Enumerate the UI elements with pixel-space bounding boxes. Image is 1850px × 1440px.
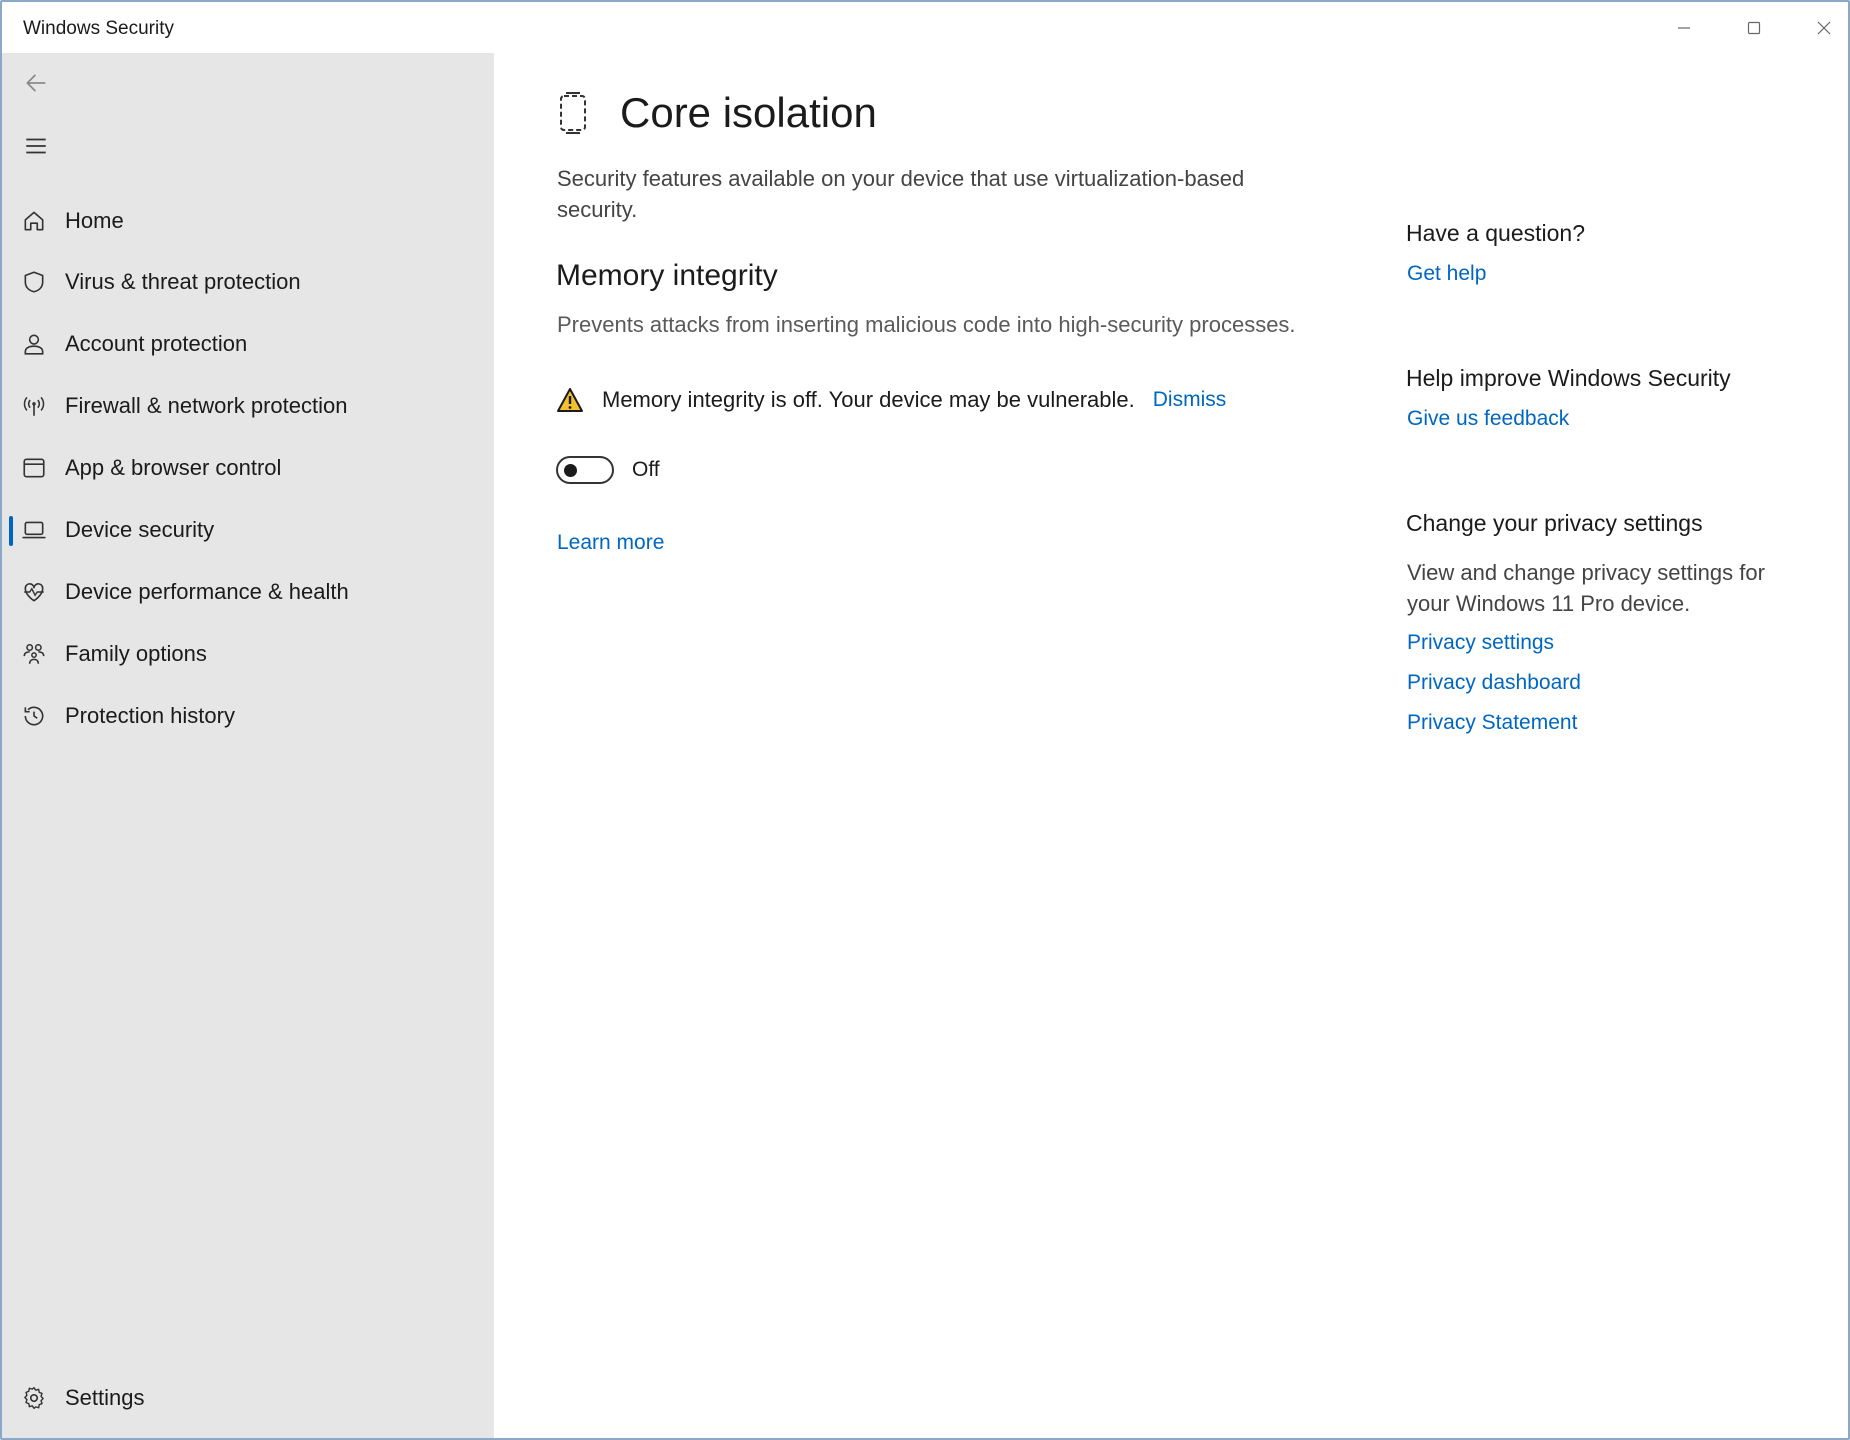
maximize-icon — [1746, 20, 1762, 36]
privacy-description: View and change privacy settings for your Windows 11 Pro device. — [1407, 560, 1765, 616]
page-header — [556, 89, 877, 137]
browser-window-icon — [21, 455, 47, 481]
sidebar-item-label: App & browser control — [65, 455, 282, 480]
core-isolation-chip-icon — [556, 91, 590, 135]
have-question-heading: Have a question? — [1406, 220, 1586, 246]
sidebar-item-label: Device performance & health — [65, 579, 349, 604]
sidebar-item-label: Settings — [65, 1385, 145, 1410]
laptop-icon — [21, 517, 47, 543]
sidebar-item-virus-threat-protection[interactable] — [2, 256, 494, 308]
sidebar-item-app-browser-control[interactable] — [2, 442, 494, 494]
give-feedback-link[interactable]: Give us feedback — [1407, 407, 1570, 430]
close-button[interactable] — [1800, 10, 1848, 46]
sidebar-item-firewall-network-protection[interactable] — [2, 380, 494, 432]
sidebar-item-device-security[interactable] — [2, 504, 494, 556]
warning-text: Memory integrity is off. Your device may be vulnerable. — [602, 387, 1135, 412]
memory-integrity-heading: Memory integrity — [556, 259, 778, 292]
memory-integrity-description: Prevents attacks from inserting malicious code into high-security processes. — [557, 312, 1296, 337]
privacy-statement-link[interactable]: Privacy Statement — [1407, 711, 1578, 734]
hamburger-icon — [23, 133, 49, 159]
sidebar-item-device-performance-health[interactable] — [2, 566, 494, 618]
hamburger-menu-button[interactable] — [16, 126, 56, 166]
sidebar-item-family-options[interactable] — [2, 628, 494, 680]
toggle-knob — [564, 464, 577, 477]
active-indicator — [9, 516, 13, 546]
close-icon — [1816, 20, 1832, 36]
help-improve-heading: Help improve Windows Security — [1406, 365, 1731, 391]
sidebar-item-label: Family options — [65, 641, 207, 666]
main-content — [494, 53, 1848, 1438]
page-title: Core isolation — [620, 89, 877, 136]
sidebar-item-account-protection[interactable] — [2, 318, 494, 370]
sidebar-item-label: Virus & threat protection — [65, 269, 301, 294]
learn-more-link[interactable]: Learn more — [557, 531, 665, 554]
minimize-icon — [1676, 20, 1692, 36]
memory-integrity-warning — [556, 387, 1226, 413]
antenna-icon — [21, 393, 47, 419]
sidebar-item-label: Home — [65, 208, 124, 233]
heart-pulse-icon — [21, 579, 47, 605]
sidebar-item-label: Firewall & network protection — [65, 393, 348, 418]
family-icon — [21, 641, 47, 667]
sidebar-item-label: Protection history — [65, 703, 235, 728]
history-icon — [21, 703, 47, 729]
sidebar-item-label: Device security — [65, 517, 215, 542]
memory-integrity-toggle[interactable] — [556, 456, 614, 484]
sidebar-item-label: Account protection — [65, 331, 248, 356]
privacy-dashboard-link[interactable]: Privacy dashboard — [1407, 671, 1581, 694]
gear-icon — [21, 1385, 47, 1411]
dismiss-link[interactable]: Dismiss — [1152, 388, 1227, 411]
title-bar — [2, 2, 1848, 53]
get-help-link[interactable]: Get help — [1407, 262, 1487, 285]
warning-icon — [556, 387, 584, 413]
shield-icon — [21, 269, 47, 295]
minimize-button[interactable] — [1660, 10, 1708, 46]
sidebar — [2, 53, 494, 1438]
sidebar-item-protection-history[interactable] — [2, 690, 494, 742]
home-icon — [21, 208, 47, 234]
sidebar-item-home[interactable] — [2, 195, 494, 247]
privacy-heading: Change your privacy settings — [1406, 510, 1703, 536]
sidebar-item-settings[interactable] — [2, 1372, 494, 1424]
maximize-button[interactable] — [1730, 10, 1778, 46]
back-button[interactable] — [16, 63, 56, 103]
page-description: Security features available on your device that use virtualization-based security. — [557, 166, 1245, 222]
back-arrow-icon — [23, 70, 49, 96]
window-title: Windows Security — [23, 18, 174, 39]
privacy-settings-link[interactable]: Privacy settings — [1407, 631, 1555, 654]
person-icon — [21, 331, 47, 357]
memory-integrity-toggle-row — [556, 456, 660, 484]
toggle-state-label: Off — [632, 458, 660, 481]
